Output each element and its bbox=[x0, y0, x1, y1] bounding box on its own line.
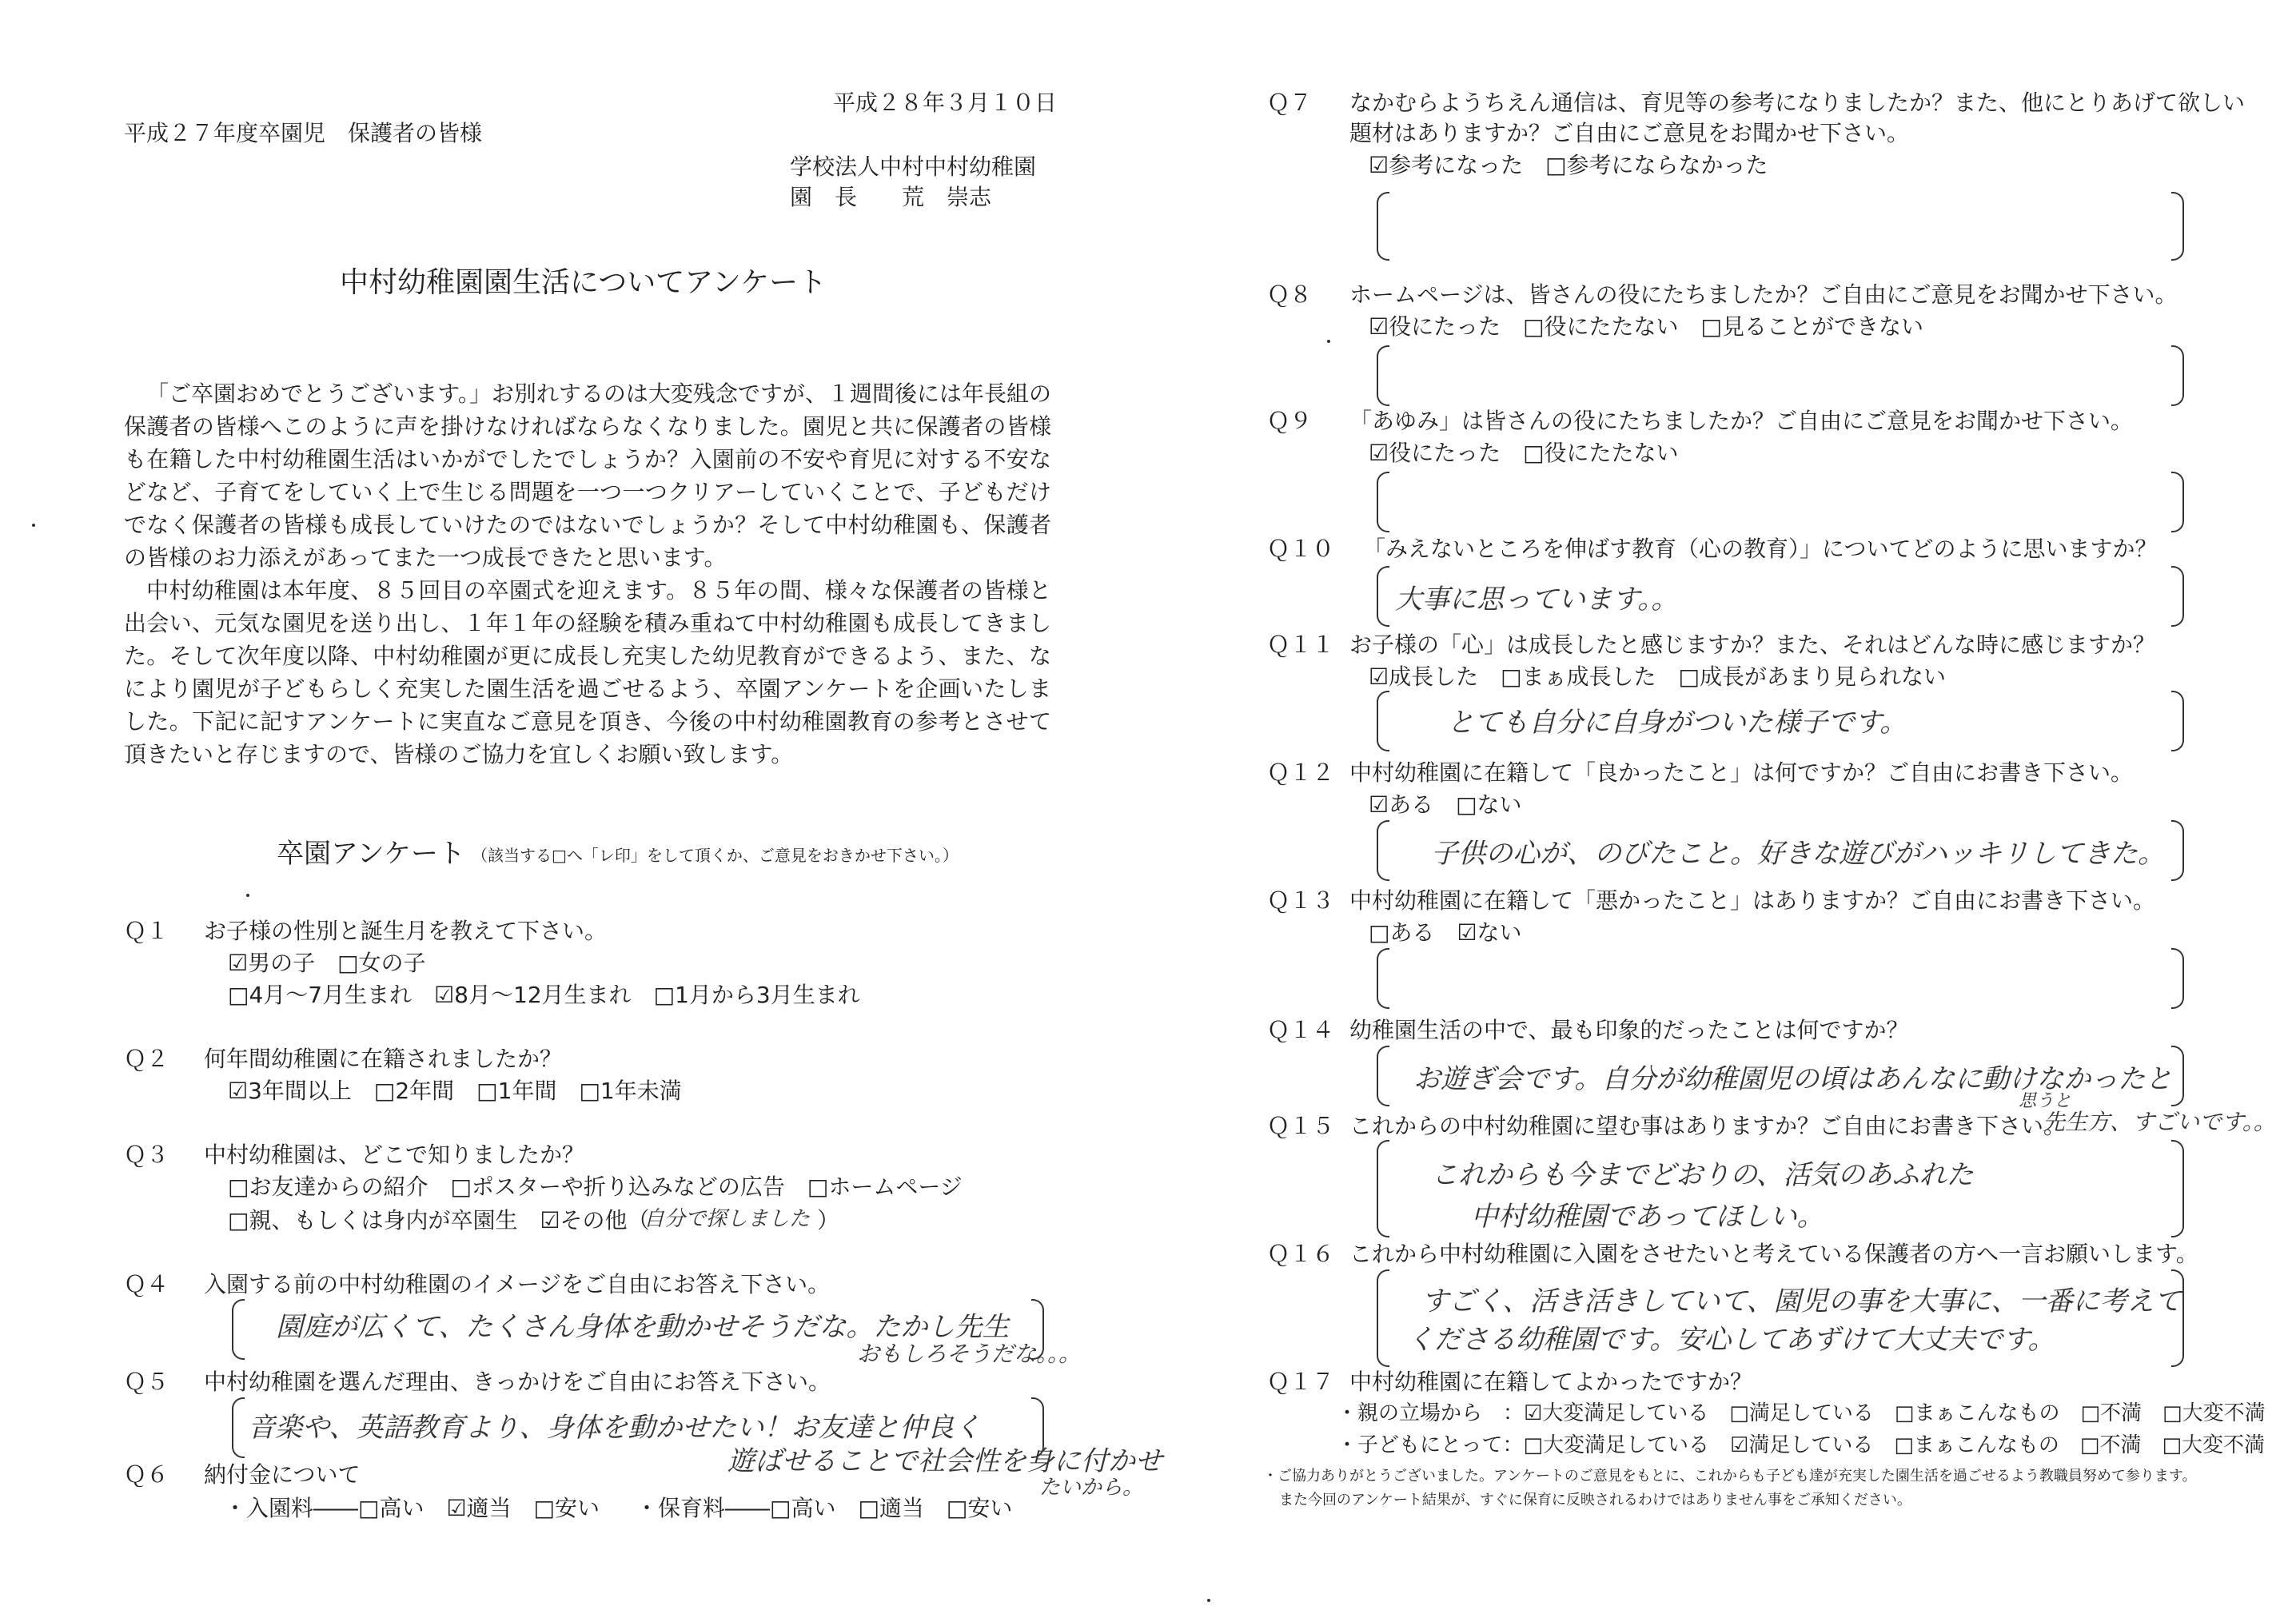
q3-other-answer: 自分で探しました bbox=[644, 1207, 811, 1231]
q11-options[interactable]: ☑成長した □まぁ成長した □成長があまり見られない bbox=[1369, 664, 1947, 690]
intro-paragraph-1: 「ご卒園おめでとうございます。」お別れするのは大変残念ですが、１週間後には年長組の保護者の皆様へこのように声を掛けなければならなくなりました。園児と共に保護者の皆様も在籍した中村幼稚園生活はいかがでしたでしょうか？入園前の不安や育児に対する不安などなど、子育てをしていく上で生じる問題を一つ一つクリアーしていくことで、子どもだけでなく保護者の皆様も成長していけたのではないでしょうか？そして中村幼稚園も、保護者の皆様のお力添えがあってまた一つ成長できたと思います。 bbox=[124, 381, 1051, 571]
q11-number: Ｑ１１ bbox=[1267, 632, 1335, 658]
q6-number: Ｑ６ bbox=[124, 1461, 169, 1488]
q5-answer-line-1: 音楽や、英語教育より、身体を動かせたい！お友達と仲良く bbox=[248, 1412, 982, 1444]
q16-text: これから中村幼稚園に入園をさせたいと考えている保護者の方へ一言お願いします。 bbox=[1349, 1241, 2198, 1267]
q11-answer: とても自分に自身がついた様子です。 bbox=[1447, 707, 1907, 739]
q8-text: ホームページは、皆さんの役にたちましたか？ご自由にご意見をお聞かせ下さい。 bbox=[1349, 281, 2178, 308]
intro-text bbox=[124, 377, 1051, 771]
q6-text: 納付金について bbox=[204, 1461, 361, 1488]
q7-number: Ｑ７ bbox=[1267, 90, 1313, 116]
q15-answer-line-2: 中村幼稚園であってほしい。 bbox=[1471, 1201, 1824, 1233]
q13-number: Ｑ１３ bbox=[1267, 887, 1335, 914]
q7-options[interactable]: ☑参考になった □参考にならなかった bbox=[1369, 152, 1768, 178]
q14-number: Ｑ１４ bbox=[1267, 1017, 1335, 1043]
addressee: 平成２７年度卒園児 保護者の皆様 bbox=[124, 120, 483, 146]
q9-answer-bracket-right bbox=[2171, 472, 2184, 532]
q7-text-2: 題材はありますか？ご自由にご意見をお聞かせ下さい。 bbox=[1349, 120, 1910, 146]
q8-number: Ｑ８ bbox=[1267, 281, 1313, 308]
q4-number: Ｑ４ bbox=[124, 1271, 169, 1297]
q5-text: 中村幼稚園を選んだ理由、きっかけをご自由にお答え下さい。 bbox=[204, 1369, 831, 1395]
q7-text-1: なかむらようちえん通信は、育児等の参考になりましたか？また、他にとりあげて欲しい bbox=[1349, 90, 2246, 116]
q2-number: Ｑ２ bbox=[124, 1046, 169, 1072]
q4-answer-line-1: 園庭が広くて、たくさん身体を動かせそうだな。たかし先生 bbox=[276, 1311, 1010, 1343]
q13-answer-bracket-left bbox=[1377, 948, 1389, 1009]
q3-options-1[interactable]: □お友達からの紹介 □ポスターや折り込みなどの広告 □ホームページ bbox=[228, 1174, 963, 1200]
q8-answer-bracket-right bbox=[2171, 345, 2184, 406]
q4-answer-line-2: おもしろそうだな。。。 bbox=[857, 1341, 1082, 1367]
q4-answer-bracket-left bbox=[232, 1299, 245, 1360]
q15-answer-bracket-left bbox=[1377, 1140, 1389, 1237]
q5-answer-line-3: たいから。 bbox=[1039, 1476, 1144, 1500]
q9-answer-bracket-left bbox=[1377, 472, 1389, 532]
q13-answer-bracket-right bbox=[2171, 948, 2184, 1009]
q15-answer-line-1: これからも今までどおりの、活気のあふれた bbox=[1431, 1159, 1974, 1191]
q11-answer-bracket-right bbox=[2171, 691, 2184, 751]
q4-text: 入園する前の中村幼稚園のイメージをご自由にお答え下さい。 bbox=[204, 1271, 831, 1297]
q5-number: Ｑ５ bbox=[124, 1369, 169, 1395]
scan-mark bbox=[246, 894, 249, 897]
footer-line-2: また今回のアンケート結果が、すぐに保育に反映されるわけではありません事をご承知ください。 bbox=[1279, 1492, 1911, 1508]
q10-answer: 大事に思っています。。 bbox=[1395, 584, 1679, 616]
q15-text: これからの中村幼稚園に望む事はありますか？ご自由にお書き下さい。 bbox=[1349, 1113, 2067, 1139]
q17-text: 中村幼稚園に在籍してよかったですか？ bbox=[1349, 1369, 1753, 1395]
q12-answer-bracket-right bbox=[2171, 820, 2184, 881]
q12-text: 中村幼稚園に在籍して「良かったこと」は何ですか？ご自由にお書き下さい。 bbox=[1349, 759, 2134, 786]
q12-answer: 子供の心が、のびたこと。好きな遊びがハッキリしてきた。 bbox=[1431, 838, 2165, 870]
scan-mark bbox=[1327, 340, 1330, 343]
footer-line-1: ・ご協力ありがとうございました。アンケートのご意見をもとに、これからも子ども達が充実した園生活を過ごせるよう教職員努めて参ります。 bbox=[1263, 1468, 2197, 1484]
q12-number: Ｑ１２ bbox=[1267, 759, 1335, 786]
q3-options-2[interactable]: □親、もしくは身内が卒園生 ☑その他（ bbox=[228, 1207, 650, 1233]
q6-options-admission[interactable]: ・入園料――□高い ☑適当 □安い bbox=[224, 1495, 600, 1521]
q7-answer-bracket-left bbox=[1377, 192, 1389, 261]
q3-close-paren: ） bbox=[817, 1207, 840, 1233]
q14-text: 幼稚園生活の中で、最も印象的だったことは何ですか？ bbox=[1349, 1017, 1909, 1043]
q7-answer-bracket-right bbox=[2171, 192, 2184, 261]
intro-paragraph-2: 中村幼稚園は本年度、８５回目の卒園式を迎えます。８５年の間、様々な保護者の皆様と出会い、元気な園児を送り出し、１年１年の経験を積み重ねて中村幼稚園も成長してきました。そして次年度以降、中村幼稚園が更に成長し充実した幼児教育ができるよう、また、なにより園児が子どもらしく充実した園生活を過ごせるよう、卒園アンケートを企画いたしました。下記に記すアンケートに実直なご意見を頂き、今後の中村幼稚園教育の参考とさせて頂きたいと存じますので、皆様のご協力を宜しくお願い致します。 bbox=[124, 577, 1051, 767]
page-title: 中村幼稚園園生活についてアンケート bbox=[340, 266, 827, 299]
q1-text: お子様の性別と誕生月を教えて下さい。 bbox=[204, 918, 608, 944]
q13-options[interactable]: □ある ☑ない bbox=[1369, 919, 1522, 946]
q17-options-parent[interactable]: ・親の立場から ：☑大変満足している □満足している □まぁこんなもの □不満 □大変不満 bbox=[1337, 1401, 2266, 1425]
q1-options-month[interactable]: □4月～7月生まれ ☑8月～12月生まれ □1月から3月生まれ bbox=[228, 982, 860, 1008]
q5-answer-line-2: 遊ばせることで社会性を身に付かせ bbox=[727, 1445, 1162, 1477]
q14-answer-bracket-right bbox=[2171, 1046, 2184, 1106]
q15-number: Ｑ１５ bbox=[1267, 1113, 1335, 1139]
q10-answer-bracket-right bbox=[2171, 566, 2184, 627]
q13-text: 中村幼稚園に在籍して「悪かったこと」はありますか？ご自由にお書き下さい。 bbox=[1349, 887, 2156, 914]
q14-answer-bracket-left bbox=[1377, 1046, 1389, 1106]
q1-options-gender[interactable]: ☑男の子 □女の子 bbox=[228, 950, 426, 976]
q10-answer-bracket-left bbox=[1377, 566, 1389, 627]
q10-text: 「みえないところを伸ばす教育（心の教育）」についてどのように思いますか？ bbox=[1363, 536, 2158, 562]
q17-options-child[interactable]: ・子どもにとって：□大変満足している ☑満足している □まぁこんなもの □不満 □大変不満 bbox=[1337, 1433, 2266, 1457]
q8-options[interactable]: ☑役にたった □役にたたない □見ることができない bbox=[1369, 313, 1924, 340]
q10-number: Ｑ１０ bbox=[1267, 536, 1335, 562]
q14-answer-line-1: お遊ぎ会です。自分が幼稚園児の頃はあんなに動けなかったと bbox=[1413, 1063, 2173, 1095]
q17-number: Ｑ１７ bbox=[1267, 1369, 1335, 1395]
q9-options[interactable]: ☑役にたった □役にたたない bbox=[1369, 440, 1679, 466]
q8-answer-bracket-left bbox=[1377, 345, 1389, 406]
q16-answer-line-2: くださる幼稚園です。安心してあずけて大丈夫です。 bbox=[1407, 1324, 2055, 1356]
survey-heading: 卒園アンケート bbox=[277, 838, 465, 870]
q14-answer-insert: 思うと bbox=[2019, 1091, 2072, 1111]
date: 平成２８年３月１０日 bbox=[833, 90, 1058, 116]
q11-answer-bracket-left bbox=[1377, 691, 1389, 751]
scan-mark bbox=[32, 524, 35, 527]
principal: 園 長 荒 崇志 bbox=[790, 184, 992, 210]
q6-options-tuition[interactable]: ・保育料――□高い □適当 □安い bbox=[636, 1495, 1013, 1521]
q3-number: Ｑ３ bbox=[124, 1142, 169, 1168]
q14-answer-line-2: 先生方、すごいです。。 bbox=[2043, 1109, 2276, 1135]
q2-text: 何年間幼稚園に在籍されましたか？ bbox=[204, 1046, 563, 1072]
q12-answer-bracket-left bbox=[1377, 820, 1389, 881]
q11-text: お子様の「心」は成長したと感じますか？また、それはどんな時に感じますか？ bbox=[1349, 632, 2156, 658]
q9-text: 「あゆみ」は皆さんの役にたちましたか？ご自由にご意見をお聞かせ下さい。 bbox=[1349, 408, 2134, 434]
q15-answer-bracket-right bbox=[2171, 1140, 2184, 1237]
q9-number: Ｑ９ bbox=[1267, 408, 1313, 434]
q16-answer-bracket-left bbox=[1377, 1269, 1389, 1367]
scan-mark bbox=[1207, 1599, 1210, 1602]
organization: 学校法人中村中村幼稚園 bbox=[790, 153, 1037, 180]
survey-note: （該当する□へ「レ印」をして頂くか、ご意見をおきかせ下さい。） bbox=[472, 846, 959, 865]
q2-options[interactable]: ☑3年間以上 □2年間 □1年間 □1年未満 bbox=[228, 1078, 682, 1104]
q1-number: Ｑ１ bbox=[124, 918, 169, 944]
q3-text: 中村幼稚園は、どこで知りましたか？ bbox=[204, 1142, 585, 1168]
q16-number: Ｑ１６ bbox=[1267, 1241, 1335, 1267]
q16-answer-line-1: すごく、活き活きしていて、園児の事を大事に、一番に考えて bbox=[1421, 1285, 2182, 1317]
q5-answer-bracket-left bbox=[232, 1397, 245, 1458]
q12-options[interactable]: ☑ある □ない bbox=[1369, 791, 1522, 818]
